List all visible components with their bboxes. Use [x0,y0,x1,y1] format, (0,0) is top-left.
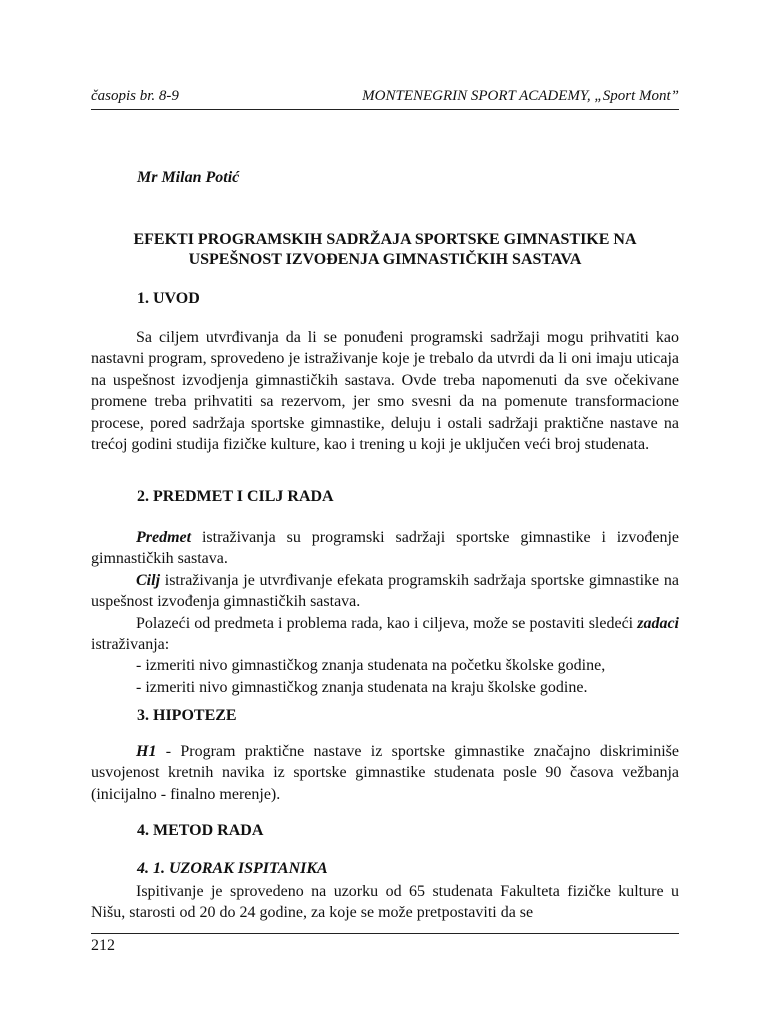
subsection-heading-uzorak: 4. 1. UZORAK ISPITANIKA [137,860,328,877]
running-head [91,88,679,105]
section-body-hipoteze [91,741,679,805]
title-line-1: EFEKTI PROGRAMSKIH SADRŽAJA SPORTSKE GIMNASTIKE NA [133,231,637,248]
text-zadaci-b: istraživanja: [91,636,170,654]
paragraph-predmet [91,527,679,570]
term-zadaci: zadaci [637,614,679,632]
list-item: - izmeriti nivo gimnastičkog znanja studenata na početku školske godine, [136,657,606,675]
footer-rule [91,933,679,934]
text-h1: - Program praktične nastave iz sportske gimnastike značajno diskriminiše usvojenost kretnih navika iz sportske gimnastike studenata posle 90 časova vežbanja (inicijalno - finalno merenje). [91,743,679,803]
term-h1: H1 [136,743,157,760]
paragraph-zadaci [91,613,679,656]
header-rule [91,109,679,110]
section-heading-metod: 4. METOD RADA [137,822,264,839]
paragraph-uzorak: Ispitivanje je sprovedeno na uzorku od 65 studenata Fakulteta fizičke kulture u Nišu, starosti od 20 do 24 godine, za koje se može pretpostaviti da se [91,883,679,922]
journal-name: MONTENEGRIN SPORT ACADEMY, „Sport Mont” [362,88,679,104]
paragraph-uvod: Sa ciljem utvrđivanja da li se ponuđeni programski sadržaji mogu prihvatiti kao nastavni program, sprovedeno je istraživanje koje je trebalo da utvrdi da li oni imaju uticaja na uspešnost izvodjenja gimnastičkih sastava. Ovde treba napomenuti da sve očekivane promene treba prihvatiti sa rezervom, jer smo svesni da na pomenute transformacione procese, pored sadržaja sportske gimnastike, deluju i ostali sadržaji praktične nastave na trećoj godini studija fizičke kulture, kao i trening u koji je uključen veći broj studenata. [91,329,679,454]
text-predmet: istraživanja su programski sadržaji sportske gimnastike i izvođenje gimnastičkih sastava. [91,529,679,568]
text-zadaci-a: Polazeći od predmeta i problema rada, kao i ciljeva, može se postaviti sledeći [136,614,638,632]
paragraph-cilj [91,570,679,613]
term-predmet: Predmet [136,529,192,546]
title-line-2: USPEŠNOST IZVOĐENJA GIMNASTIČKIH SASTAVA [188,251,582,268]
section-heading-predmet: 2. PREDMET I CILJ RADA [137,488,334,505]
section-body-predmet [91,527,679,698]
list-item: - izmeriti nivo gimnastičkog znanja studenata na kraju školske godine. [136,678,588,696]
journal-issue: časopis br. 8-9 [91,88,179,104]
paragraph-hipoteze [91,741,679,805]
author-name: Mr Milan Potić [137,169,240,186]
section-heading-hipoteze: 3. HIPOTEZE [137,707,237,724]
term-cilj: Cilj [136,571,161,589]
paper-title [91,230,679,270]
section-heading-uvod: 1. UVOD [137,290,200,307]
section-body-uvod [91,327,679,455]
page-number: 212 [91,937,115,954]
section-body-metod [91,881,679,924]
text-cilj: istraživanja je utvrđivanje efekata programskih sadržaja sportske gimnastike na uspešnost izvođenja gimnastičkih sastava. [91,571,679,611]
